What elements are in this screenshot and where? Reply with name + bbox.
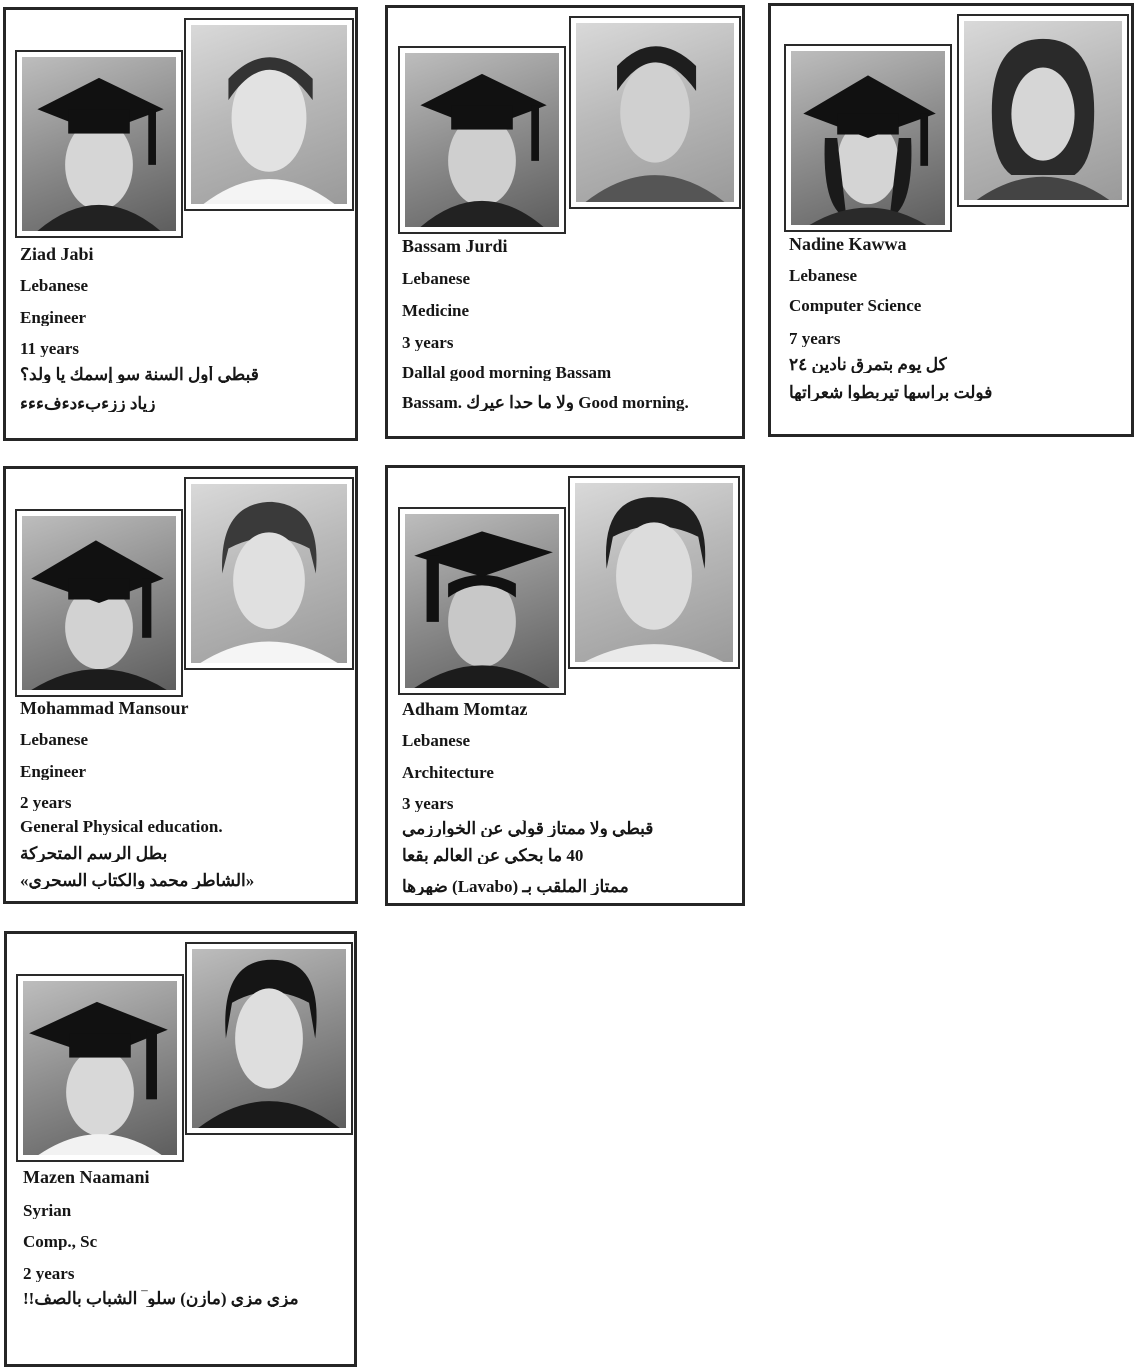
student-card: [385, 465, 745, 906]
student-remark: «الشاطر محمد والكتاب السحري»: [20, 872, 255, 889]
student-nationality: Lebanese: [402, 270, 470, 287]
graduation-photo: [784, 44, 952, 232]
student-remark: General Physical education.: [20, 818, 223, 835]
student-name: Mazen Naamani: [23, 1168, 150, 1186]
student-field: Computer Science: [789, 297, 922, 314]
student-field: Engineer: [20, 309, 87, 326]
graduation-photo: [398, 46, 566, 234]
graduation-photo: [16, 974, 184, 1162]
student-remark: Bassam. ولا ما حدا عيرك Good morning.: [402, 394, 689, 411]
student-card: [385, 5, 745, 439]
portrait-photo: [957, 14, 1129, 207]
student-name: Ziad Jabi: [20, 245, 94, 263]
student-remark: مزي مزي (مازن) سلو‾ الشباب بالصف!!: [23, 1290, 299, 1307]
student-nationality: Syrian: [23, 1202, 72, 1219]
student-name: Mohammad Mansour: [20, 699, 189, 717]
student-card: [3, 466, 358, 904]
student-remark: ممتاز الملقب بـ (Lavabo) ضهرها: [402, 878, 629, 895]
student-name: Adham Momtaz: [402, 700, 528, 718]
portrait-photo: [184, 477, 354, 670]
student-remark: قبطي أول السنة سو إسمك يا ولد؟: [20, 366, 259, 383]
student-nationality: Lebanese: [402, 732, 470, 749]
portrait-photo: [569, 16, 741, 209]
student-card: [768, 3, 1134, 437]
student-field: Comp., Sc: [23, 1233, 98, 1250]
student-card: [3, 7, 358, 441]
student-remark: كل يوم بتمرق نادين ٢٤: [789, 356, 947, 373]
student-years: 11 years: [20, 340, 80, 357]
portrait-photo: [185, 942, 353, 1135]
student-remark: 40 ما بحكي عن العالم بقعا: [402, 847, 584, 864]
graduation-photo: [15, 509, 183, 697]
graduation-photo: [398, 507, 566, 695]
student-years: 3 years: [402, 334, 454, 351]
student-years: 2 years: [23, 1265, 75, 1282]
student-remark: بطل الرسم المتحركة: [20, 845, 168, 862]
student-remark: زياد ززءبءدءفءءء: [20, 395, 156, 412]
student-name: Bassam Jurdi: [402, 237, 508, 255]
portrait-photo: [184, 18, 354, 211]
portrait-photo: [568, 476, 740, 669]
student-years: 2 years: [20, 794, 72, 811]
student-nationality: Lebanese: [20, 731, 88, 748]
student-card: [4, 931, 357, 1367]
student-nationality: Lebanese: [20, 277, 88, 294]
student-field: Medicine: [402, 302, 470, 319]
student-years: 3 years: [402, 795, 454, 812]
student-field: Architecture: [402, 764, 494, 781]
student-name: Nadine Kawwa: [789, 235, 907, 253]
student-remark: قبطي ولا ممتاز قولّي عن الخوارزمي: [402, 820, 654, 837]
graduation-photo: [15, 50, 183, 238]
student-nationality: Lebanese: [789, 267, 857, 284]
student-remark: فولت براسها تيربطوا شعراتها: [789, 384, 993, 401]
student-years: 7 years: [789, 330, 841, 347]
student-remark: Dallal good morning Bassam: [402, 364, 612, 381]
student-field: Engineer: [20, 763, 87, 780]
